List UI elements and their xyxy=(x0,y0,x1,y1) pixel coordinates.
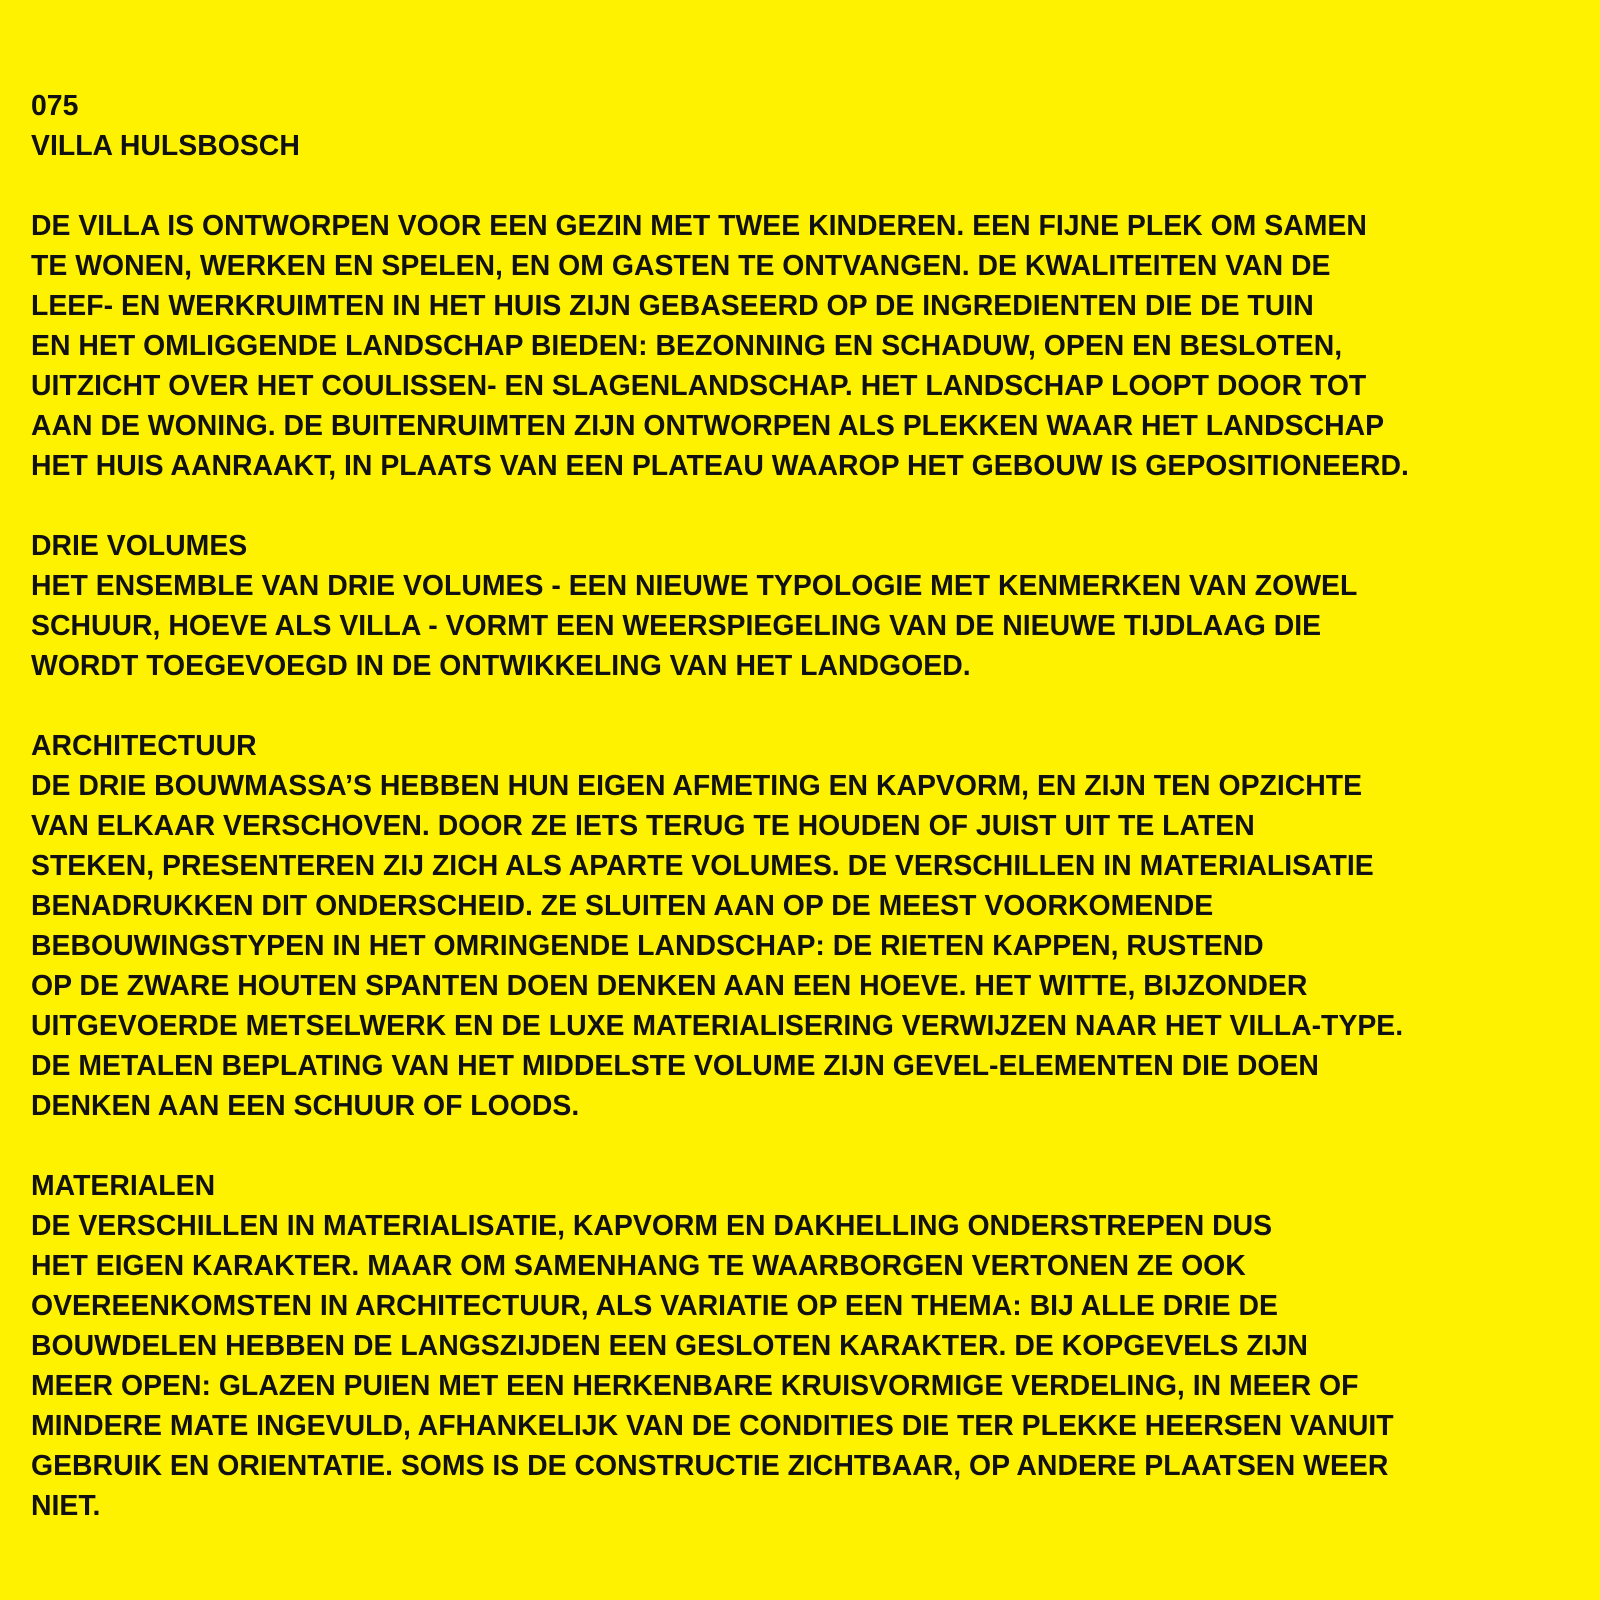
section-heading: MATERIALEN xyxy=(31,1170,216,1202)
paragraph-line: HET HUIS AANRAAKT, IN PLAATS VAN EEN PLATEAU WAAROP HET GEBOUW IS GEPOSITIONEERD. xyxy=(31,450,1409,482)
paragraph-line: OVEREENKOMSTEN IN ARCHITECTUUR, ALS VARIATIE OP EEN THEMA: BIJ ALLE DRIE DE xyxy=(31,1290,1278,1322)
paragraph-line: AAN DE WONING. DE BUITENRUIMTEN ZIJN ONTWORPEN ALS PLEKKEN WAAR HET LANDSCHAP xyxy=(31,410,1385,442)
paragraph-line: HET EIGEN KARAKTER. MAAR OM SAMENHANG TE WAARBORGEN VERTONEN ZE OOK xyxy=(31,1250,1246,1282)
paragraph-line: DE METALEN BEPLATING VAN HET MIDDELSTE VOLUME ZIJN GEVEL-ELEMENTEN DIE DOEN xyxy=(31,1050,1319,1082)
section-heading: DRIE VOLUMES xyxy=(31,530,248,562)
paragraph-line: BENADRUKKEN DIT ONDERSCHEID. ZE SLUITEN AAN OP DE MEEST VOORKOMENDE xyxy=(31,890,1214,922)
paragraph-line: DE VERSCHILLEN IN MATERIALISATIE, KAPVORM EN DAKHELLING ONDERSTREPEN DUS xyxy=(31,1210,1273,1242)
spacer xyxy=(31,1126,1591,1166)
paragraph-line: DE VILLA IS ONTWORPEN VOOR EEN GEZIN MET TWEE KINDEREN. EEN FIJNE PLEK OM SAMEN xyxy=(31,210,1367,242)
section-heading: ARCHITECTUUR xyxy=(31,730,257,762)
paragraph-line: DENKEN AAN EEN SCHUUR OF LOODS. xyxy=(31,1090,580,1122)
spacer xyxy=(31,166,1591,206)
intro-paragraph xyxy=(31,206,1591,486)
section-drie-volumes xyxy=(31,526,1591,686)
paragraph-line: BOUWDELEN HEBBEN DE LANGSZIJDEN EEN GESLOTEN KARAKTER. DE KOPGEVELS ZIJN xyxy=(31,1330,1308,1362)
spacer xyxy=(31,486,1591,526)
section-materialen xyxy=(31,1166,1591,1526)
spacer xyxy=(31,686,1591,726)
project-title: VILLA HULSBOSCH xyxy=(31,130,300,162)
paragraph-line: MINDERE MATE INGEVULD, AFHANKELIJK VAN DE CONDITIES DIE TER PLEKKE HEERSEN VANUIT xyxy=(31,1410,1394,1442)
paragraph-line: VAN ELKAAR VERSCHOVEN. DOOR ZE IETS TERUG TE HOUDEN OF JUIST UIT TE LATEN xyxy=(31,810,1255,842)
section-architectuur xyxy=(31,726,1591,1126)
paragraph-line: WORDT TOEGEVOEGD IN DE ONTWIKKELING VAN HET LANDGOED. xyxy=(31,650,971,682)
document-page xyxy=(31,86,1591,1526)
paragraph-line: MEER OPEN: GLAZEN PUIEN MET EEN HERKENBARE KRUISVORMIGE VERDELING, IN MEER OF xyxy=(31,1370,1359,1402)
paragraph-line: TE WONEN, WERKEN EN SPELEN, EN OM GASTEN TE ONTVANGEN. DE KWALITEITEN VAN DE xyxy=(31,250,1331,282)
project-number: 075 xyxy=(31,90,79,122)
paragraph-line: LEEF- EN WERKRUIMTEN IN HET HUIS ZIJN GEBASEERD OP DE INGREDIENTEN DIE DE TUIN xyxy=(31,290,1314,322)
paragraph-line: UITZICHT OVER HET COULISSEN- EN SLAGENLANDSCHAP. HET LANDSCHAP LOOPT DOOR TOT xyxy=(31,370,1367,402)
paragraph-line: DE DRIE BOUWMASSA’S HEBBEN HUN EIGEN AFMETING EN KAPVORM, EN ZIJN TEN OPZICHTE xyxy=(31,770,1363,802)
paragraph-line: HET ENSEMBLE VAN DRIE VOLUMES - EEN NIEUWE TYPOLOGIE MET KENMERKEN VAN ZOWEL xyxy=(31,570,1358,602)
paragraph-line: NIET. xyxy=(31,1490,101,1522)
paragraph-line: OP DE ZWARE HOUTEN SPANTEN DOEN DENKEN AAN EEN HOEVE. HET WITTE, BIJZONDER xyxy=(31,970,1308,1002)
paragraph-line: BEBOUWINGSTYPEN IN HET OMRINGENDE LANDSCHAP: DE RIETEN KAPPEN, RUSTEND xyxy=(31,930,1264,962)
paragraph-line: EN HET OMLIGGENDE LANDSCHAP BIEDEN: BEZONNING EN SCHADUW, OPEN EN BESLOTEN, xyxy=(31,330,1343,362)
paragraph-line: SCHUUR, HOEVE ALS VILLA - VORMT EEN WEERSPIEGELING VAN DE NIEUWE TIJDLAAG DIE xyxy=(31,610,1322,642)
paragraph-line: GEBRUIK EN ORIENTATIE. SOMS IS DE CONSTRUCTIE ZICHTBAAR, OP ANDERE PLAATSEN WEER xyxy=(31,1450,1389,1482)
paragraph-line: UITGEVOERDE METSELWERK EN DE LUXE MATERIALISERING VERWIJZEN NAAR HET VILLA-TYPE. xyxy=(31,1010,1404,1042)
paragraph-line: STEKEN, PRESENTEREN ZIJ ZICH ALS APARTE VOLUMES. DE VERSCHILLEN IN MATERIALISATIE xyxy=(31,850,1374,882)
